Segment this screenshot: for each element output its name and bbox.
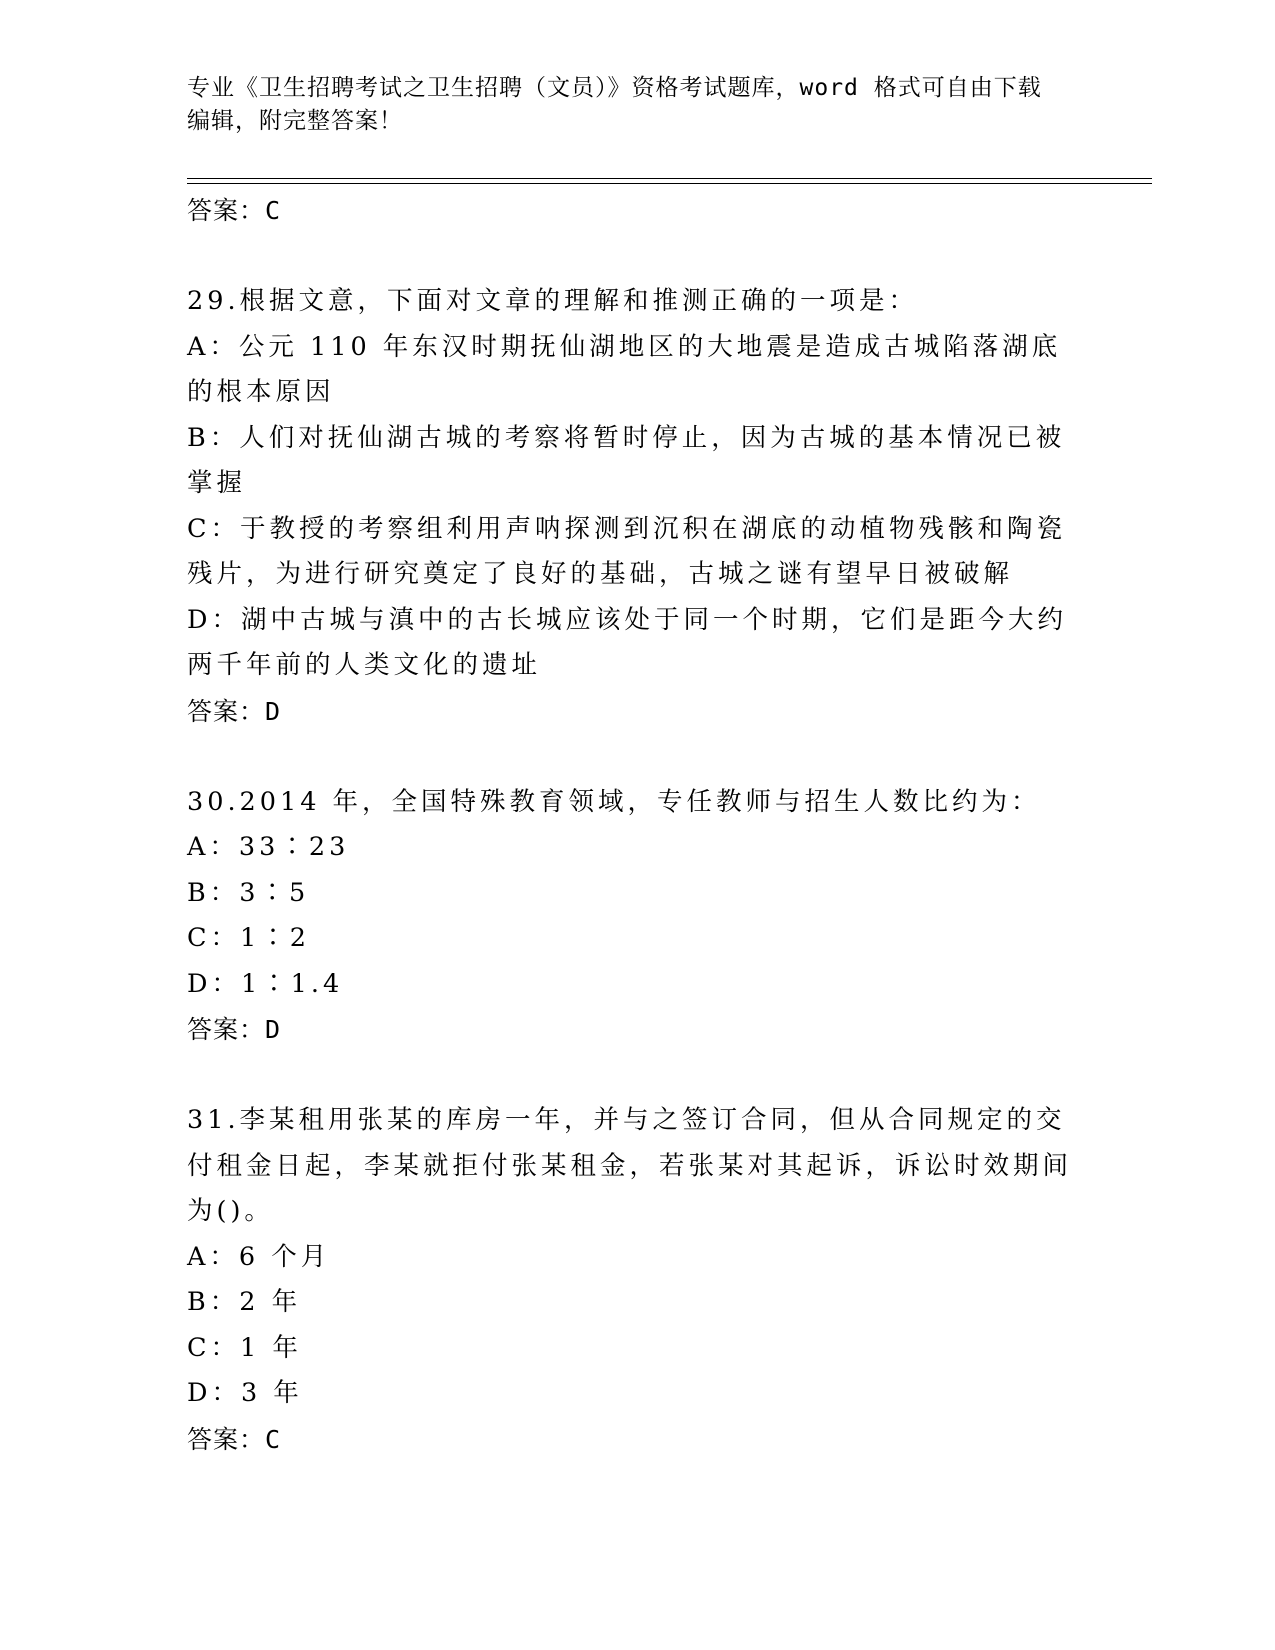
option-d: D：湖中古城与滇中的古长城应该处于同一个时期，它们是距今大约两千年前的人类文化的遗址 — [187, 604, 1067, 680]
header-line-2: 编辑，附完整答案！ — [187, 108, 403, 134]
question-stem: 29.根据文意，下面对文章的理解和推测正确的一项是： — [187, 286, 919, 316]
question-30 — [187, 780, 1077, 1054]
option-b: B：3∶5 — [187, 877, 310, 908]
option-a: A：6 个月 — [187, 1241, 331, 1272]
option-b: B：人们对抚仙湖古城的考察将暂时停止，因为古城的基本情况已被掌握 — [187, 422, 1066, 498]
option-d: D：3 年 — [187, 1378, 303, 1408]
question-29 — [187, 279, 1077, 735]
question-answer: 答案：D — [187, 1015, 282, 1044]
option-d: D：1∶1.4 — [187, 968, 344, 999]
question-stem: 30.2014 年，全国特殊教育领域，专任教师与招生人数比约为： — [187, 786, 1041, 817]
option-c: C：1∶2 — [187, 923, 310, 953]
spacer — [187, 234, 1077, 279]
option-a: A：公元 110 年东汉时期抚仙湖地区的大地震是造成古城陷落湖底的根本原因 — [187, 331, 1062, 407]
header-line-1: 专业《卫生招聘考试之卫生招聘（文员）》资格考试题库，word 格式可自由下载 — [187, 75, 1042, 101]
document-body — [187, 188, 1077, 1463]
option-b: B：2 年 — [187, 1287, 302, 1317]
spacer — [187, 735, 1077, 780]
question-answer: 答案：C — [187, 1424, 282, 1454]
spacer — [187, 1053, 1077, 1098]
header-divider-top — [187, 178, 1152, 179]
previous-answer: 答案：C — [187, 196, 282, 225]
option-c: C：1 年 — [187, 1332, 302, 1363]
option-c: C：于教授的考察组利用声呐探测到沉积在湖底的动植物残骸和陶瓷残片，为进行研究奠定了良好的基础，古城之谜有望早日被破解 — [187, 513, 1067, 589]
question-answer: 答案：D — [187, 696, 282, 726]
question-31 — [187, 1098, 1077, 1463]
header-divider-bottom — [187, 183, 1152, 184]
document-header — [187, 72, 1087, 138]
option-a: A：33∶23 — [187, 832, 350, 862]
question-stem: 31.李某租用张某的库房一年，并与之签订合同，但从合同规定的交付租金日起，李某就拒付张某租金，若张某对其起诉，诉讼时效期间为()。 — [187, 1105, 1073, 1226]
